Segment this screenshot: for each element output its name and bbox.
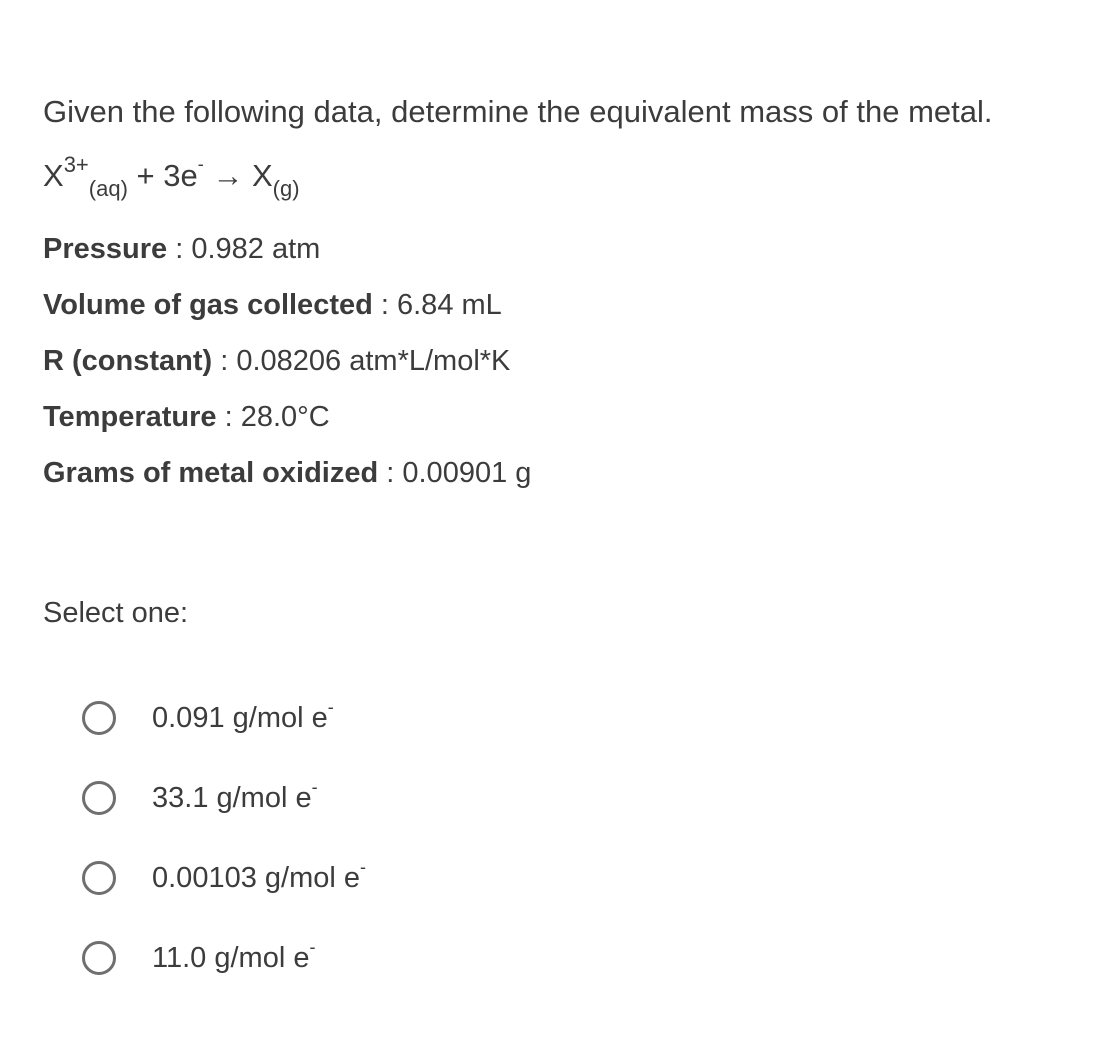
reaction-arrow: →	[212, 158, 244, 193]
electron-charge: -	[197, 154, 204, 174]
answer-option-label[interactable]: 33.1 g/mol e-	[152, 777, 318, 814]
answer-option-1[interactable]	[82, 696, 334, 740]
data-separator: :	[216, 401, 241, 433]
answer-option-2[interactable]	[82, 776, 318, 820]
reactant-state: (aq)	[88, 176, 128, 201]
answer-option-4[interactable]	[82, 936, 315, 980]
answer-option-3[interactable]	[82, 856, 366, 900]
data-label: Temperature	[43, 401, 217, 433]
data-value: 0.982 atm	[191, 233, 321, 265]
data-row-grams-oxidized	[43, 453, 531, 493]
radio-button-icon[interactable]	[82, 781, 116, 815]
data-row-r-constant	[43, 341, 510, 381]
reactant-charge: 3+	[63, 152, 89, 177]
data-row-temperature	[43, 397, 330, 437]
question-prompt: Given the following data, determine the equivalent mass of the metal.	[43, 94, 993, 129]
answer-option-label[interactable]: 0.091 g/mol e-	[152, 697, 334, 734]
product-state: (g)	[272, 176, 300, 201]
answer-option-label[interactable]: 0.00103 g/mol e-	[152, 857, 366, 894]
electrons-term: + 3e	[136, 158, 198, 193]
data-value: 0.00901 g	[402, 457, 532, 489]
data-row-pressure	[43, 229, 320, 269]
radio-button-icon[interactable]	[82, 941, 116, 975]
reaction-equation	[43, 152, 300, 201]
data-separator: :	[167, 233, 192, 265]
data-value: 28.0°C	[240, 401, 330, 433]
data-separator: :	[378, 457, 403, 489]
product-symbol: X	[251, 158, 273, 193]
data-label: R (constant)	[43, 345, 213, 377]
data-separator: :	[212, 345, 237, 377]
reactant-symbol: X	[43, 158, 64, 193]
data-row-volume	[43, 285, 502, 325]
data-label: Grams of metal oxidized	[43, 457, 379, 489]
data-value: 0.08206 atm*L/mol*K	[236, 345, 511, 377]
select-one-label: Select one:	[43, 597, 189, 629]
radio-button-icon[interactable]	[82, 701, 116, 735]
data-separator: :	[372, 289, 397, 321]
data-label: Volume of gas collected	[43, 289, 373, 321]
radio-button-icon[interactable]	[82, 861, 116, 895]
data-label: Pressure	[43, 233, 168, 265]
data-value: 6.84 mL	[397, 289, 502, 321]
answer-option-label[interactable]: 11.0 g/mol e-	[152, 937, 316, 974]
